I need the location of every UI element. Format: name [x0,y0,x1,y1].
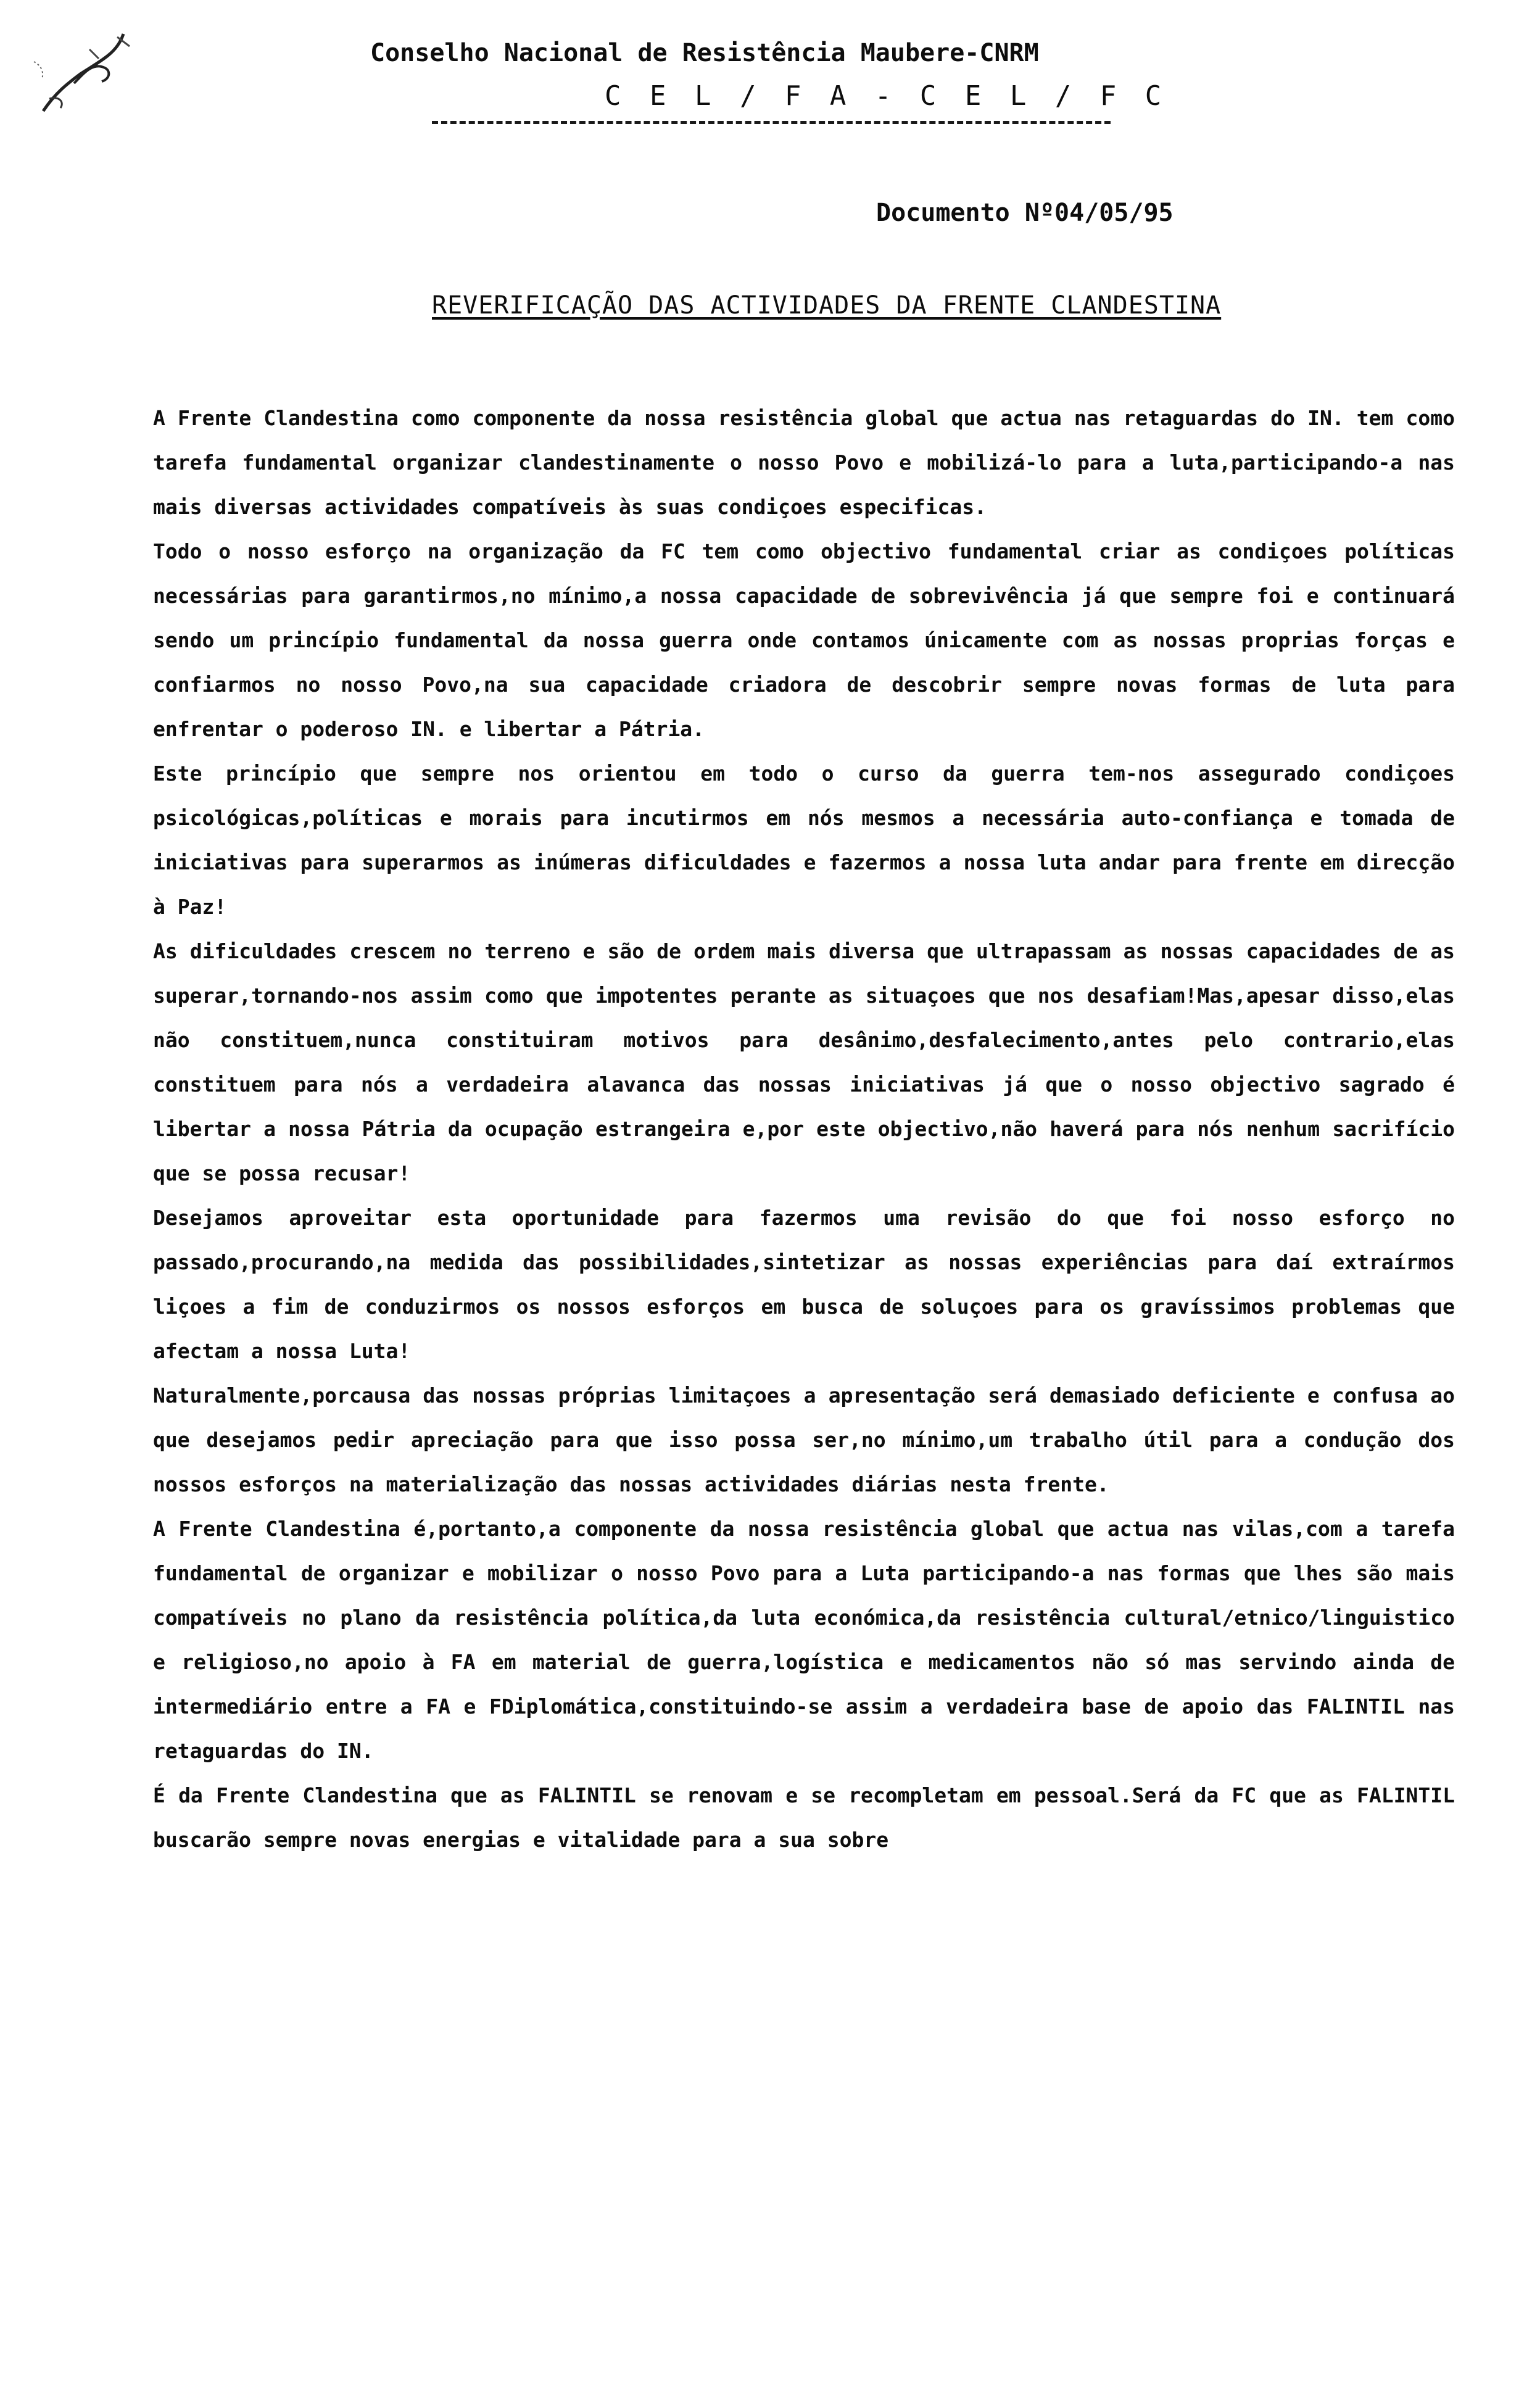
document-body [153,396,1455,1862]
paragraph: Este princípio que sempre nos orientou em todo o curso da guerra tem-nos assegurado condiçoes psicológicas,políticas e morais para incutirmos em nós mesmos a necessária auto-confiança e tomada de iniciativas para superarmos as inúmeras dificuldades e fazermos a nossa luta andar para frente em direcção à Paz! [153,761,1455,919]
paragraph: A Frente Clandestina é,portanto,a componente da nossa resistência global que actua nas vilas,com a tarefa fundamental de organizar e mobilizar o nosso Povo para a Luta participando-a nas formas que lhes são mais compatíveis no plano da resistência política,da luta económica,da resistência cultural/etnico/linguistico e religioso,no apoio à FA em material de guerra,logística e medicamentos não só mas servindo ainda de intermediário entre a FA e FDiplomática,constituindo-se assim a verdadeira base de apoio das FALINTIL nas retaguardas do IN. [153,1517,1455,1763]
paragraph: As dificuldades crescem no terreno e são de ordem mais diversa que ultrapassam as nossas capacidades de as superar,tornando-nos assim como que impotentes perante as situaçoes que nos desafiam!Mas,apesar disso,elas não constituem,nunca constituiram motivos para desânimo,desfalecimento,antes pelo contrario,elas constituem para nós a verdadeira alavanca das nossas iniciativas já que o nosso objectivo sagrado é libertar a nossa Pátria da ocupação estrangeira e,por este objectivo,não haverá para nós nenhum sacrifício que se possa recusar! [153,939,1455,1185]
header-divider [432,121,1111,124]
unit-designation: C E L / F A - C E L / F C [605,80,1168,112]
paragraph: Desejamos aproveitar esta oportunidade para fazermos uma revisão do que foi nosso esforço no passado,procurando,na medida das possibilidades,sintetizar as nossas experiências para daí extraírmos liçoes a fim de conduzirmos os nossos esforços em busca de soluçoes para os gravíssimos problemas que afectam a nossa Luta! [153,1206,1455,1363]
document-number: Documento Nº04/05/95 [876,199,1174,227]
handwritten-mark [31,25,148,117]
paragraph: Naturalmente,porcausa das nossas próprias limitaçoes a apresentação será demasiado deficiente e confusa ao que desejamos pedir apreciação para que isso possa ser,no mínimo,um trabalho útil para a condução dos nossos esforços na materialização das nossas actividades diárias nesta frente. [153,1383,1455,1496]
paragraph: Todo o nosso esforço na organização da FC tem como objectivo fundamental criar as condiçoes políticas necessárias para garantirmos,no mínimo,a nossa capacidade de sobrevivência já que sempre foi e continuará sendo um princípio fundamental da nossa guerra onde contamos únicamente com as nossas proprias forças e confiarmos no nosso Povo,na sua capacidade criadora de descobrir sempre novas formas de luta para enfrentar o poderoso IN. e libertar a Pátria. [153,539,1455,741]
organization-header: Conselho Nacional de Resistência Maubere-CNRM [370,39,1039,67]
document-title: REVERIFICAÇÃO DAS ACTIVIDADES DA FRENTE CLANDESTINA [432,291,1222,320]
paragraph: É da Frente Clandestina que as FALINTIL se renovam e se recompletam em pessoal.Será da FC que as FALINTIL buscarão sempre novas energias e vitalidade para a sua sobre [153,1783,1455,1852]
paragraph: A Frente Clandestina como componente da nossa resistência global que actua nas retaguardas do IN. tem como tarefa fundamental organizar clandestinamente o nosso Povo e mobilizá-lo para a luta,participando-a nas mais diversas actividades compatíveis às suas condiçoes especificas. [153,406,1455,519]
